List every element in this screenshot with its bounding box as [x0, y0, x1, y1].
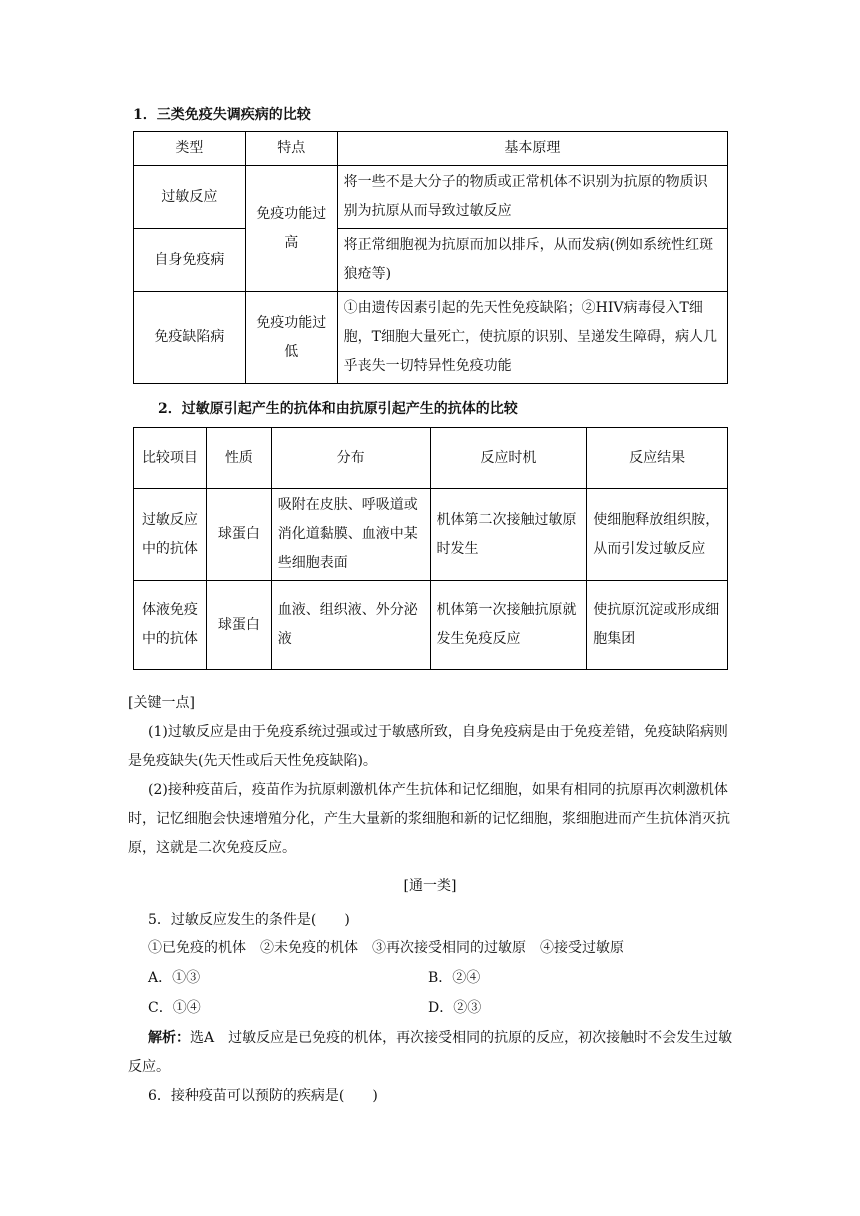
header-cell: 比较项目	[134, 428, 207, 489]
table-row	[134, 229, 728, 292]
header-cell: 类型	[134, 132, 246, 166]
choice-d[interactable]: D．②③	[428, 1000, 482, 1016]
practice-label: [通一类]	[403, 878, 457, 894]
analysis-label: 解析：	[148, 1030, 190, 1046]
principle-cell: ①由遗传因素引起的先天性免疫缺陷；②HIV病毒侵入T细胞，T细胞大量死亡，使抗原的识别、呈递发生障碍，病人几乎丧失一切特异性免疫功能	[337, 292, 727, 384]
header-cell: 分布	[271, 428, 430, 489]
table-header-row	[134, 428, 728, 489]
item-cell: 过敏反应中的抗体	[134, 489, 207, 581]
section1-title: 1．三类免疫失调疾病的比较	[133, 107, 311, 123]
question-6: 6．接种疫苗可以预防的疾病是( )	[148, 1088, 378, 1104]
key-point-label: [关键一点]	[128, 695, 195, 711]
choice-c[interactable]: C．①④	[148, 1000, 201, 1016]
choice-b[interactable]: B．②④	[428, 970, 481, 986]
table-row	[134, 292, 728, 384]
key-point-paragraph-1: (1)过敏反应是由于免疫系统过强或过于敏感所致，自身免疫病是由于免疫差错，免疫缺陷病则是免疫缺失(先天性或后天性免疫缺陷)。	[128, 724, 728, 769]
table-row	[134, 581, 728, 670]
type-cell: 免疫缺陷病	[134, 292, 246, 384]
distribution-cell: 血液、组织液、外分泌液	[271, 581, 430, 670]
type-cell: 自身免疫病	[134, 229, 246, 292]
table-row	[134, 489, 728, 581]
immune-disorder-table	[133, 131, 728, 384]
question-5: 5．过敏反应发生的条件是( )	[148, 912, 350, 928]
table-row	[134, 166, 728, 229]
table-header-row	[134, 132, 728, 166]
type-cell: 过敏反应	[134, 166, 246, 229]
principle-cell: 将正常细胞视为抗原而加以排斥，从而发病(例如系统性红斑狼疮等)	[337, 229, 727, 292]
question-5-options: ①已免疫的机体 ②未免疫的机体 ③再次接受相同的过敏原 ④接受过敏原	[148, 940, 624, 956]
nature-cell: 球蛋白	[206, 489, 271, 581]
analysis-text: 选A 过敏反应是已免疫的机体，再次接受相同的抗原的反应，初次接触时不会发生过敏反应。	[128, 1030, 733, 1075]
trait-cell: 免疫功能过高	[245, 166, 337, 292]
header-cell: 性质	[206, 428, 271, 489]
result-cell: 使抗原沉淀或形成细胞集团	[587, 581, 728, 670]
analysis	[128, 1024, 734, 1082]
timing-cell: 机体第二次接触过敏原时发生	[430, 489, 587, 581]
header-cell: 特点	[245, 132, 337, 166]
header-cell: 基本原理	[337, 132, 727, 166]
section2-title: 2．过敏原引起产生的抗体和由抗原引起产生的抗体的比较	[158, 401, 518, 417]
key-point-paragraph-2: (2)接种疫苗后，疫苗作为抗原刺激机体产生抗体和记忆细胞，如果有相同的抗原再次刺激机体时，记忆细胞会快速增殖分化，产生大量新的浆细胞和新的记忆细胞，浆细胞进而产生抗体消灭抗原，这就是二次免疫反应。	[128, 782, 730, 856]
principle-cell: 将一些不是大分子的物质或正常机体不识别为抗原的物质识别为抗原从而导致过敏反应	[337, 166, 727, 229]
antibody-comparison-table	[133, 427, 728, 670]
result-cell: 使细胞释放组织胺，从而引发过敏反应	[587, 489, 728, 581]
header-cell: 反应时机	[430, 428, 587, 489]
header-cell: 反应结果	[587, 428, 728, 489]
timing-cell: 机体第一次接触抗原就发生免疫反应	[430, 581, 587, 670]
distribution-cell: 吸附在皮肤、呼吸道或消化道黏膜、血液中某些细胞表面	[271, 489, 430, 581]
choice-a[interactable]: A．①③	[148, 970, 201, 986]
nature-cell: 球蛋白	[206, 581, 271, 670]
item-cell: 体液免疫中的抗体	[134, 581, 207, 670]
trait-cell: 免疫功能过低	[245, 292, 337, 384]
